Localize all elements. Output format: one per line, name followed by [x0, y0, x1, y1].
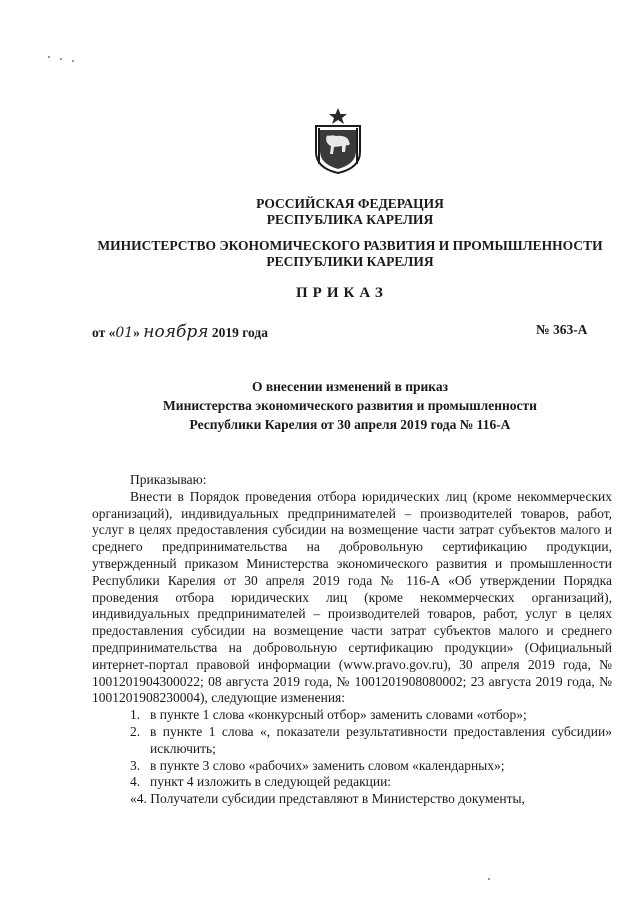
subject-line3: Республики Карелия от 30 апреля 2019 года № 116-А	[189, 417, 511, 432]
document-body	[92, 472, 612, 808]
list-item-text: в пункте 1 слова «, показатели результативности предоставления субсидии» исключить;	[150, 723, 612, 756]
date-month-handwritten: ноября	[143, 322, 209, 342]
list-item-number: 2.	[130, 723, 141, 739]
scan-speck	[48, 56, 50, 58]
quoted-paragraph: «4. Получатели субсидии представляют в Министерство документы,	[130, 791, 525, 807]
scan-speck	[60, 58, 62, 60]
list-item	[92, 707, 612, 724]
list-item	[92, 758, 612, 775]
document-subject	[100, 377, 600, 434]
list-item	[92, 774, 612, 791]
list-item-number: 3.	[130, 757, 141, 773]
subject-line1: О внесении изменений в приказ	[251, 379, 449, 394]
date-prefix: от «	[92, 325, 116, 340]
intro-paragraph: Внести в Порядок проведения отбора юридических лиц (кроме некоммерческих организаций), индивидуальных предпринимателей – производителей товаров, работ, услуг в целях предоставления субсидии на возмещение части затрат субъектов малого и среднего предпринимательства на добровольную сертификацию продукции, утвержденный приказом Министерства экономического развития и промышленности Республики Карелия от 30 апреля 2019 года № 116-А «Об утверждении Порядка проведения отбора юридических лиц (кроме некоммерческих организаций), индивидуальных предпринимателей – производителей товаров, работ, услуг в целях предоставления субсидии на возмещение части затрат субъектов малого и среднего предпринимательства на добровольную сертификацию продукции» (Официальный интернет-портал правовой информации (www.pravo.gov.ru), 30 апреля 2019 года, № 1001201904300022; 08 августа 2019 года, № 1001201908080002; 23 августа 2019 года, № 1001201908230004), следующие изменения:	[92, 488, 612, 706]
ministry-name-line2: РЕСПУБЛИКИ КАРЕЛИЯ	[266, 254, 434, 269]
document-number: № 363-А	[536, 322, 588, 337]
list-item-text: пункт 4 изложить в следующей редакции:	[150, 774, 392, 790]
header-line-federation: РОССИЙСКАЯ ФЕДЕРАЦИЯ	[256, 196, 444, 211]
ministry-header	[30, 238, 640, 270]
date-day-handwritten: 01	[115, 325, 134, 341]
document-date	[92, 322, 268, 342]
list-item-text: в пункте 3 слово «рабочих» заменить словом «календарных»;	[150, 757, 505, 773]
document-title: ПРИКАЗ	[296, 285, 388, 301]
scan-speck	[488, 878, 490, 880]
header-line-republic: РЕСПУБЛИКА КАРЕЛИЯ	[266, 212, 434, 227]
list-item-number: 1.	[130, 707, 141, 723]
subject-line2: Министерства экономического развития и промышленности	[163, 398, 537, 413]
date-mid: »	[133, 325, 144, 340]
list-item	[92, 724, 612, 758]
list-item-text: в пункте 1 слова «конкурсный отбор» заменить словами «отбор»;	[150, 707, 527, 723]
list-item-number: 4.	[130, 774, 141, 790]
date-year: 2019 года	[208, 325, 268, 340]
scan-speck	[72, 60, 74, 62]
karelia-coat-of-arms-icon	[310, 108, 366, 174]
order-word: Приказываю:	[130, 472, 207, 487]
ministry-name-line1: МИНИСТЕРСТВО ЭКОНОМИЧЕСКОГО РАЗВИТИЯ И ПРОМЫШЛЕННОСТИ	[97, 238, 603, 253]
federation-header	[30, 196, 640, 228]
